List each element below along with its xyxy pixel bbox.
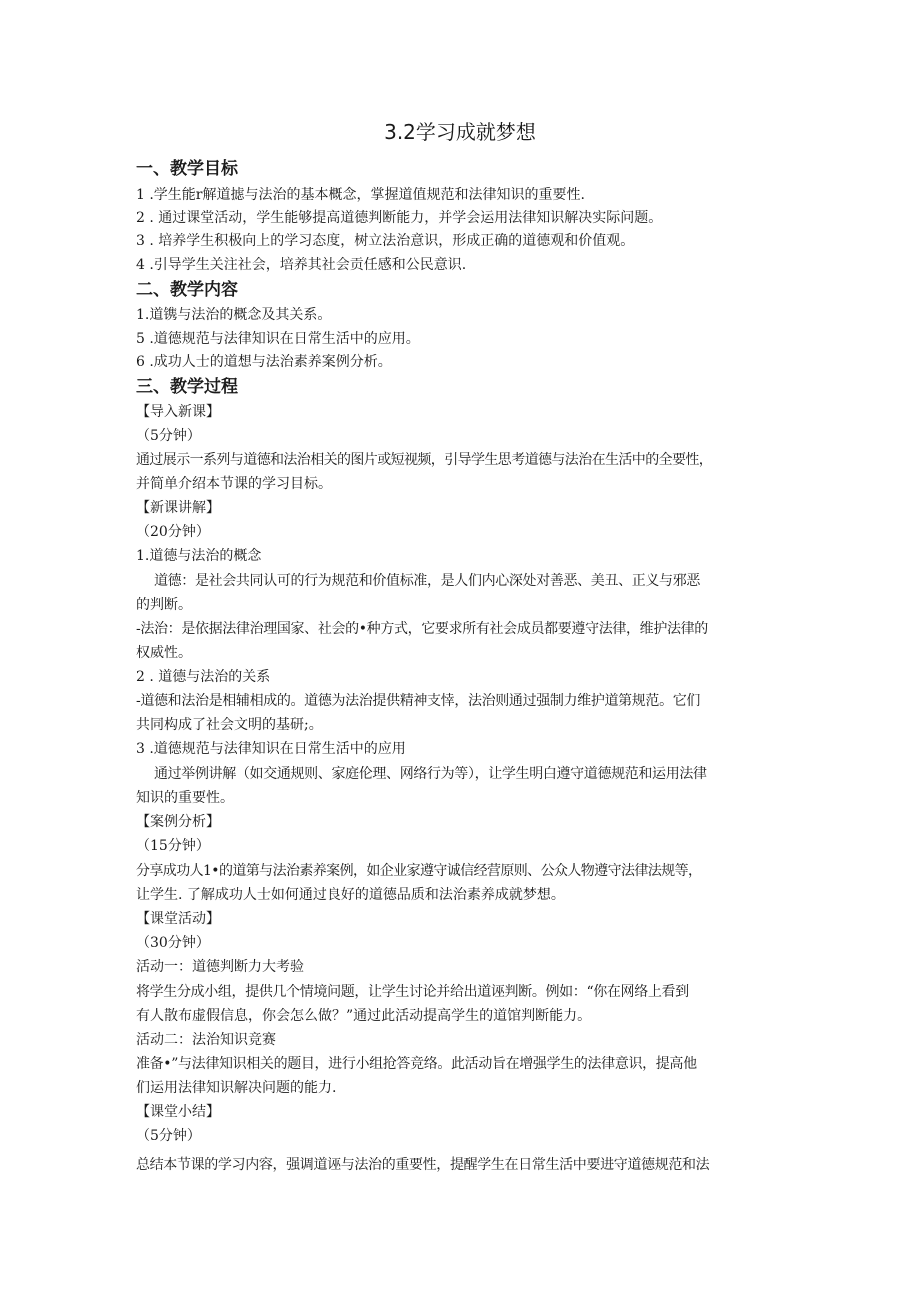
objective-2: 2 . 通过课堂活动，学生能够提高道德判断能力，并学会运用法律知识解决实际问题。 (136, 210, 663, 226)
paragraph-line: 知识的重要性。 (136, 790, 234, 806)
paragraph-line: 准备•”与法律知识相关的题目，进行小组抢答竞络。此活动旨在增强学生的法律意识，提高他 (136, 1056, 697, 1072)
subsection-label-intro: 【导入新课】 (136, 404, 220, 420)
duration-label: （20分钟） (136, 524, 210, 540)
paragraph-line: 通过举例讲解（如交通规则、家庭伦理、网络行为等），让学生明白遵守道德规范和运用法律 (154, 766, 707, 782)
paragraph-line: -法治：是依据法律治理国家、社会的•种方式，它要求所有社会成员都要遵守法律，维护法律的 (136, 621, 708, 637)
activity-two-title: 活动二：法治知识竞赛 (136, 1032, 276, 1048)
paragraph-line: 有人散布虚假信息，你会怎么做？”通过此活动提高学生的道馆判断能力。 (136, 1008, 592, 1024)
subsection-label-lecture: 【新课讲解】 (136, 500, 220, 516)
document-title: 3.2学习成就梦想 (384, 120, 536, 144)
duration-label: （30分钟） (136, 935, 210, 951)
paragraph-line: 道德：是社会共同认可的行为规范和价值标准，是人们内心深处对善恶、美丑、正义与邪恶 (154, 573, 700, 589)
paragraph-line: 们运用法律知识解决问题的能力. (136, 1080, 337, 1096)
objective-4: 4 .引导学生关注社会，培养其社会贡任感和公民意识. (136, 257, 467, 273)
objective-3: 3 . 培养学生积极向上的学习态度，树立法治意识，形成正确的道德观和价值观。 (136, 233, 635, 249)
section-heading-content: 二、教学内容 (136, 280, 238, 300)
subsection-label-case: 【案例分析】 (136, 814, 220, 830)
duration-label: （5分钟） (136, 428, 201, 444)
paragraph-line: 权威性。 (136, 645, 192, 661)
paragraph-line: 总结本节课的学习内容，强调道诬与法治的重要性，提醒学生在日常生活中要进守道德规范和法 (136, 1157, 710, 1173)
activity-one-title: 活动一：道德判断力大考验 (136, 959, 304, 975)
objective-1: 1 .学生能r解道摅与法治的基本概念，掌握道值规范和法律知识的重要性. (136, 187, 585, 203)
paragraph-line: 让学生. 了解成功人士如何通过良好的道德品质和法治素养成就梦想。 (136, 887, 565, 903)
duration-label: （15分钟） (136, 838, 210, 854)
subheading-application: 3 .道德规范与法律知识在日常生活中的应用 (136, 741, 406, 757)
duration-label: （5分钟） (136, 1128, 201, 1144)
subheading-relationship: 2 . 道德与法治的关系 (136, 669, 271, 685)
paragraph-line: 将学生分成小组，提供几个情境问题，让学生讨论并给出道诬判断。例如：“你在网络上看到 (136, 984, 689, 1000)
paragraph-line: 的判断。 (136, 597, 192, 613)
subsection-label-summary: 【课堂小结】 (136, 1104, 220, 1120)
subheading-concepts: 1.道德与法治的概念 (136, 548, 262, 564)
section-heading-process: 三、教学过程 (136, 377, 238, 397)
paragraph-line: 并简单介绍本节课的学习目标。 (136, 476, 332, 492)
section-heading-objectives: 一、教学目标 (136, 159, 238, 179)
content-item-2: 5 .道德规范与法律知识在日常生活中的应用。 (136, 331, 420, 347)
paragraph-line: -道德和法治是相辅相成的。道德为法治提供精神支悻，法治则通过强制力维护道第规范。它们 (136, 693, 701, 709)
paragraph-line: 共同构成了社会文明的基研;。 (136, 717, 323, 733)
content-item-3: 6 .成功人士的道想与法治素养案例分析。 (136, 354, 392, 370)
paragraph-line: 通过展示一系列与道德和法治相关的图片或短视频，引导学生思考道德与法治在生活中的全要性， (136, 452, 713, 468)
content-item-1: 1.道镌与法治的概念及其关系。 (136, 307, 332, 323)
subsection-label-activity: 【课堂活动】 (136, 911, 220, 927)
paragraph-line: 分享成功人1•的道第与法治素养案例，如企业家遵守诚信经营原则、公众人物遵守法律法规等， (136, 863, 702, 879)
